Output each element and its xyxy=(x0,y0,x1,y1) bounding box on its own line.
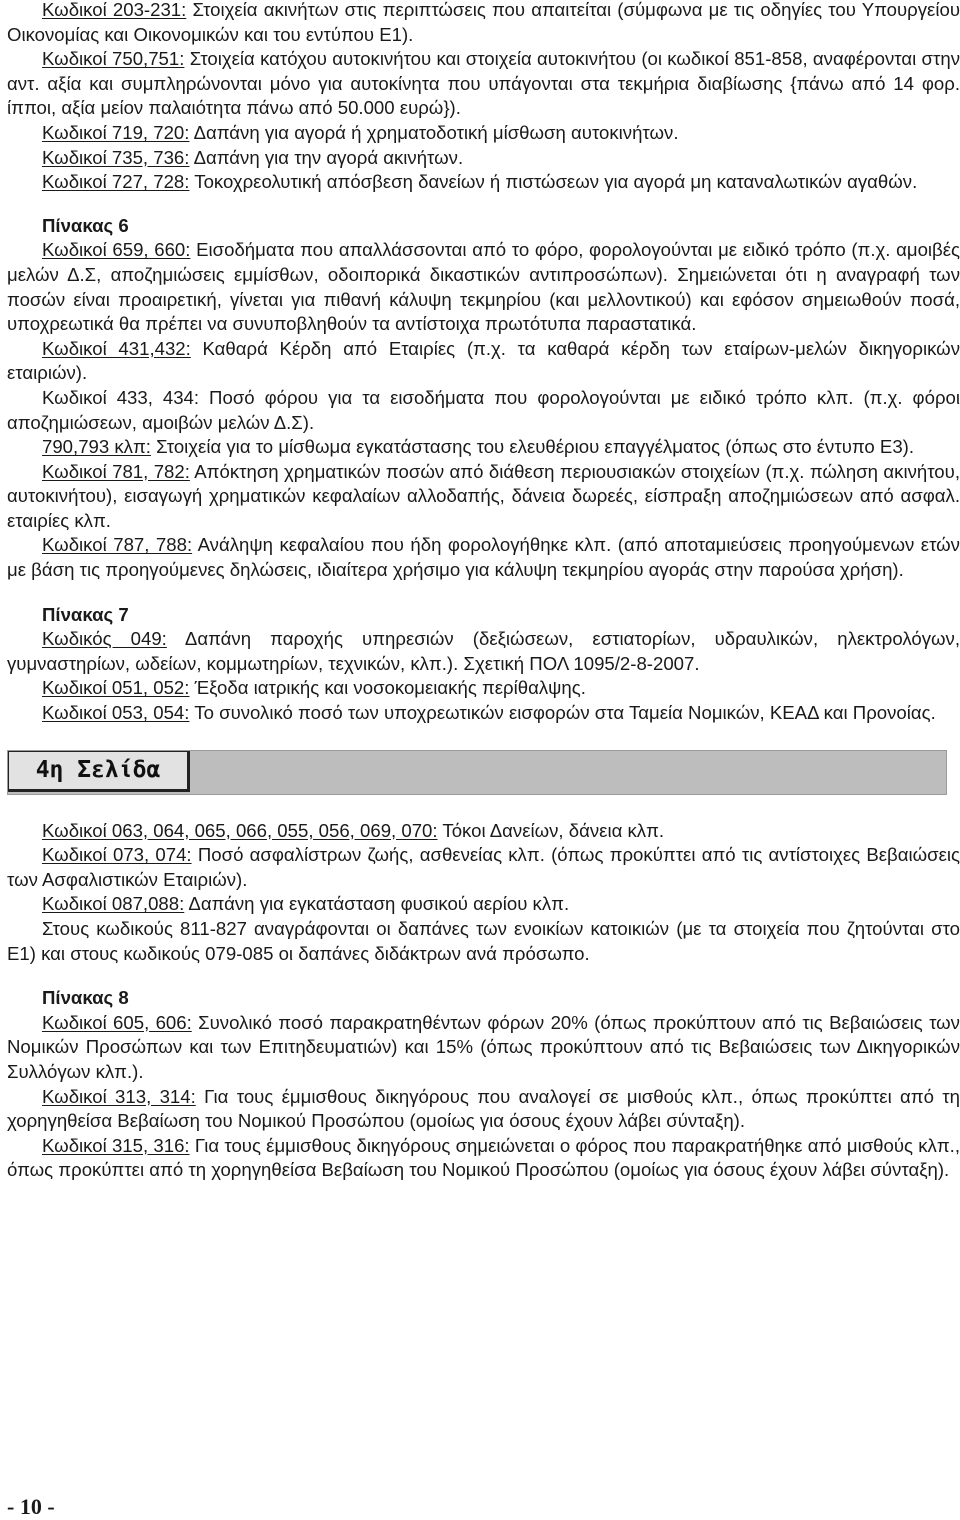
code-label: Κωδικοί 787, 788: xyxy=(42,534,193,556)
paragraph-text: Στους κωδικούς 811-827 αναγράφονται οι δαπάνες των ενοικίων κατοικιών (με τα στοιχεία που ζητούνται στο Ε1) και στους κωδικούς 079-085 οι δαπάνες διδάκτρων ανά πρόσωπο. xyxy=(7,918,960,964)
section-heading: Πίνακας 6 xyxy=(42,214,129,236)
code-label: Κωδικοί 087,088: xyxy=(42,893,185,915)
paragraph-text: Τόκοι Δανείων, δάνεια κλπ. xyxy=(437,819,665,841)
table-6-section xyxy=(7,214,960,583)
code-label: Κωδικοί 073, 074: xyxy=(42,844,192,866)
code-label: Κωδικός 049: xyxy=(42,628,167,650)
paragraph xyxy=(7,1085,960,1134)
code-label: Κωδικοί 735, 736: xyxy=(42,146,190,168)
code-label: Κωδικοί 203-231: xyxy=(42,0,187,20)
code-label: Κωδικοί 781, 782: xyxy=(42,460,190,482)
document-page xyxy=(7,0,960,1183)
paragraph-text: Δαπάνη για την αγορά ακινήτων. xyxy=(189,146,464,168)
paragraph-text: Ποσό ασφαλίστρων ζωής, ασθενείας κλπ. (όπως προκύπτει από τις αντίστοιχες Βεβαιώσεις των Ασφαλιστικών Εταιριών). xyxy=(7,844,960,890)
paragraph-text: Δαπάνη για αγορά ή χρηματοδοτική μίσθωση αυτοκινήτων. xyxy=(189,121,679,143)
section-heading: Πίνακας 7 xyxy=(42,603,129,625)
code-label: Κωδικοί 063, 064, 065, 066, 055, 056, 069, 070: xyxy=(42,819,438,841)
top-section xyxy=(7,0,960,195)
paragraph xyxy=(7,819,960,844)
paragraph xyxy=(7,701,960,726)
paragraph xyxy=(7,843,960,892)
page-number: - 10 - xyxy=(7,1494,55,1519)
paragraph xyxy=(7,435,960,460)
paragraph xyxy=(7,170,960,195)
code-label: Κωδικοί 750,751: xyxy=(42,48,185,70)
paragraph-text: Για τους έμμισθους δικηγόρους σημειώνεται ο φόρος που παρακρατήθηκε από μισθούς κλπ., όπως προκύπτει από τη χορηγηθείσα Βεβαίωση του Νομικού Προσώπου (ομοίως για όσους έχουν λάβει σύνταξη). xyxy=(7,1134,960,1181)
code-label: Κωδικοί 051, 052: xyxy=(42,677,190,699)
paragraph-text: Εισοδήματα που απαλλάσσονται από το φόρο, φορολογούνται με ειδικό τρόπο (π.χ. αμοιβές μελών Δ.Σ, αποζημιώσεις εμμίσθων, οδοιπορικά δικαστικών αντιπροσώπων). Σημειώνεται ότι η αναγραφή των ποσών είναι προαιρετική, γίνεται για πιθανή κάλυψη τεκμηρίου (και μελλοντικού) και εφόσον σημειωθούν ποσά, υποχρεωτικά θα πρέπει να συνυποβληθούν τα αντίστοιχα πρωτότυπα παραστατικά. xyxy=(7,239,960,335)
paragraph-text: Καθαρά Κέρδη από Εταιρίες (π.χ. τα καθαρά κέρδη των εταίρων-μελών δικηγορικών εταιριών). xyxy=(7,337,960,384)
paragraph xyxy=(7,533,960,582)
paragraph-text: Συνολικό ποσό παρακρατηθέντων φόρων 20% (όπως προκύπτουν από τις Βεβαιώσεις των Νομικών Προσώπων και των Επιτηδευματιών) και 15% (όπως προκύπτουν από τις Βεβαιώσεις των Δικηγορικών Συλλόγων κλπ.). xyxy=(7,1011,960,1082)
code-label: Κωδικοί 053, 054: xyxy=(42,702,190,724)
section-heading: Πίνακας 8 xyxy=(42,987,129,1009)
paragraph xyxy=(7,146,960,171)
paragraph xyxy=(7,121,960,146)
paragraph xyxy=(7,386,960,435)
paragraph-text: Δαπάνη παροχής υπηρεσιών (δεξιώσεων, εστιατορίων, υδραυλικών, ηλεκτρολόγων, γυμναστηρίων, ωδείων, κομμωτηρίων, τεχνικών, κλπ.). Σχετική ΠΟΛ 1095/2-8-2007. xyxy=(7,628,960,674)
paragraph xyxy=(7,892,960,917)
paragraph xyxy=(7,337,960,386)
paragraph xyxy=(7,238,960,336)
code-label: Κωδικοί 605, 606: xyxy=(42,1011,192,1033)
page-4-section xyxy=(7,819,960,967)
page-section-label: 4η Σελίδα xyxy=(8,751,190,792)
paragraph xyxy=(7,1011,960,1085)
page-section-banner xyxy=(7,750,947,795)
code-label: Κωδικοί 431,432: xyxy=(42,337,191,359)
paragraph-text: Για τους έμμισθους δικηγόρους που αναλογεί σε μισθούς κλπ., όπως προκύπτει από τη χορηγηθείσα Βεβαίωση του Νομικού Προσώπου (ομοίως για όσους έχουν λάβει σύνταξη). xyxy=(7,1085,960,1132)
paragraph-text: Στοιχεία ακινήτων στις περιπτώσεις που απαιτείται (σύμφωνα με τις οδηγίες του Υπουργείου Οικονομίας και Οικονομικών και του εντύπου Ε1). xyxy=(7,0,960,45)
paragraph-text: Απόκτηση χρηματικών ποσών από διάθεση περιουσιακών στοιχείων (π.χ. πώληση ακινήτου, αυτοκινήτου), εισαγωγή χρηματικών κεφαλαίων αλλοδαπής, δάνεια δωρεές, είσπραξη αποζημιώσεων από ασφαλ. εταιρίες κλπ. xyxy=(7,460,960,531)
paragraph xyxy=(7,47,960,121)
table-7-section xyxy=(7,603,960,726)
paragraph-text: Κωδικοί 433, 434: Ποσό φόρου για τα εισοδήματα που φορολογούνται με ειδικό τρόπο κλπ. (π.χ. φόροι αποζημιώσεων, αμοιβών μελών Δ.Σ). xyxy=(7,386,960,433)
code-label: 790,793 κλπ: xyxy=(42,436,151,458)
paragraph-text: Στοιχεία για το μίσθωμα εγκατάστασης του ελευθέριου επαγγέλματος (όπως στο έντυπο Ε3). xyxy=(150,436,915,458)
code-label: Κωδικοί 315, 316: xyxy=(42,1134,190,1156)
code-label: Κωδικοί 659, 660: xyxy=(42,239,191,261)
paragraph xyxy=(7,0,960,47)
paragraph-text: Δαπάνη για εγκατάσταση φυσικού αερίου κλπ. xyxy=(184,893,570,915)
paragraph-text: Τοκοχρεολυτική απόσβεση δανείων ή πιστώσεων για αγορά μη καταναλωτικών αγαθών. xyxy=(189,171,918,193)
paragraph-text: Έξοδα ιατρικής και νοσοκομειακής περίθαλψης. xyxy=(189,677,586,699)
code-label: Κωδικοί 313, 314: xyxy=(42,1085,196,1107)
table-8-section xyxy=(7,986,960,1183)
paragraph xyxy=(7,917,960,966)
paragraph xyxy=(7,627,960,676)
paragraph xyxy=(7,676,960,701)
paragraph xyxy=(7,1134,960,1183)
paragraph-text: Στοιχεία κατόχου αυτοκινήτου και στοιχεία αυτοκινήτου (οι κωδικοί 851-858, αναφέρονται στην αντ. αξία και συμπληρώνονται μόνο για αυτοκίνητα που υπάγονται στα τεκμήρια διαβίωσης {πάνω από 14 φορ. ίπποι, αξία μείον παλαιότητα πάνω από 50.000 ευρώ}). xyxy=(7,48,960,119)
paragraph-text: Ανάληψη κεφαλαίου που ήδη φορολογήθηκε κλπ. (από αποταμιεύσεις προηγούμενων ετών με βάση τις προηγούμενες δηλώσεις, ιδιαίτερα χρήσιμο για κάλυψη τεκμηρίου αγοράς στην παρούσα χρήση). xyxy=(7,534,960,581)
code-label: Κωδικοί 727, 728: xyxy=(42,171,190,193)
code-label: Κωδικοί 719, 720: xyxy=(42,121,190,143)
paragraph xyxy=(7,460,960,534)
paragraph-text: Το συνολικό ποσό των υποχρεωτικών εισφορών στα Ταμεία Νομικών, ΚΕΑΔ και Προνοίας. xyxy=(189,702,936,724)
